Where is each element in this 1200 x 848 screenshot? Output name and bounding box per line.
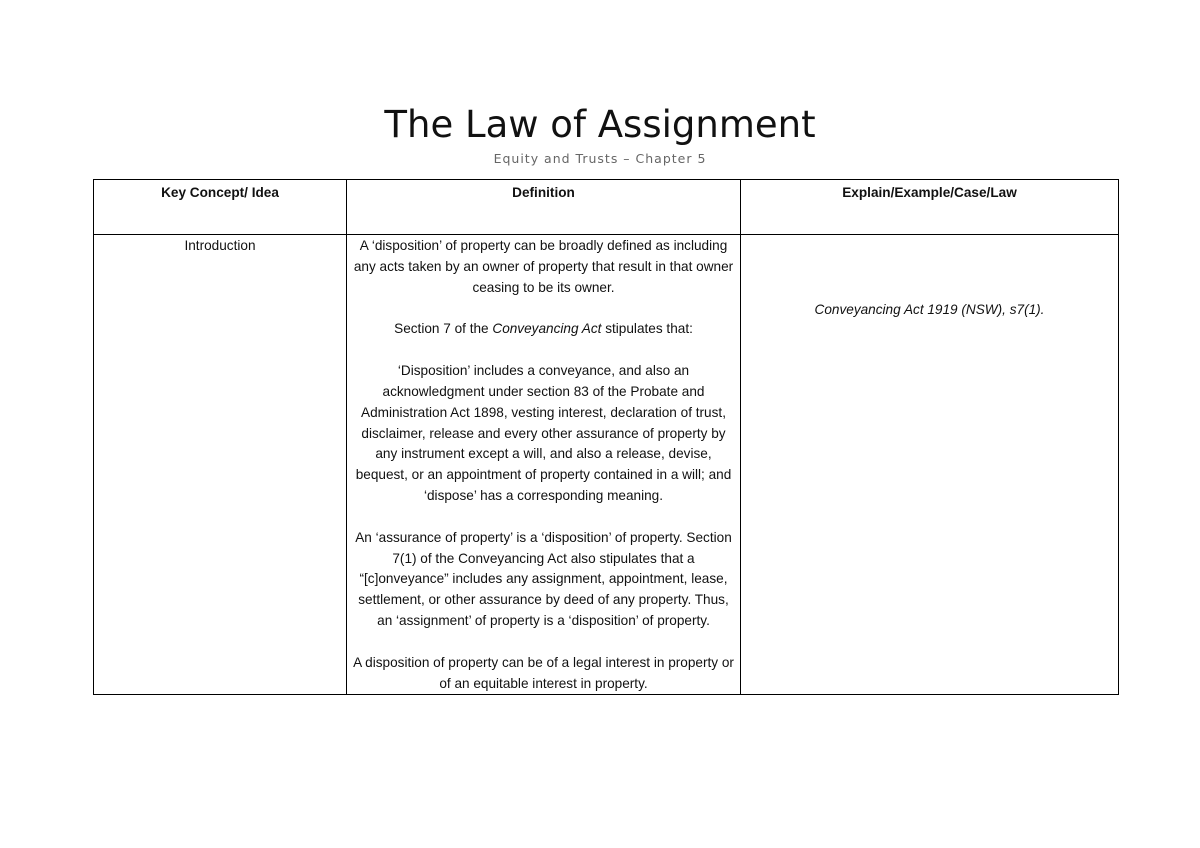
section-ref-text: Section 7 of the [394, 321, 493, 337]
definition-paragraph: An ‘assurance of property’ is a ‘disposition’ of property. Section 7(1) of the Conveyancing Act also stipulates that a “[c]onveyance” includes any assignment, appointment, lease, settlement, or other assurance by deed of any property. Thus, an ‘assignment’ of property is a ‘disposition’ of property. [355, 529, 732, 628]
definition-quote: ‘Disposition’ includes a conveyance, and also an acknowledgment under section 83 of the Probate and Administration Act 1898, vesting interest, declaration of trust, disclaimer, release and every other assurance of property by any instrument except a will, and also a release, devise, bequest, or an appointment of property contained in a will; and ‘dispose’ has a corresponding meaning. [355, 363, 732, 503]
act-name: Conveyancing Act [492, 321, 602, 337]
statute-reference: Conveyancing Act 1919 (NSW), s7(1). [814, 302, 1045, 317]
concept-label: Introduction [184, 238, 256, 253]
definition-paragraph: A disposition of property can be of a legal interest in property or of an equitable interest in property. [353, 654, 734, 691]
cell-concept [94, 235, 347, 695]
definition-paragraph: A ‘disposition’ of property can be broadly defined as including any acts taken by an owner of property that result in that owner ceasing to be its owner. [353, 238, 734, 295]
cell-explain [741, 235, 1119, 695]
header-explain: Explain/Example/Case/Law [741, 180, 1119, 235]
header-key-concept: Key Concept/ Idea [94, 180, 347, 235]
table-header-row [94, 180, 1119, 235]
concept-table [93, 179, 1119, 695]
definition-paragraph [352, 319, 735, 340]
document-subtitle: Equity and Trusts – Chapter 5 [493, 151, 707, 166]
cell-definition [347, 235, 741, 695]
header-definition: Definition [347, 180, 741, 235]
section-ref-suffix: stipulates that: [601, 321, 693, 337]
document-title: The Law of Assignment [384, 103, 816, 146]
table-row [94, 235, 1119, 695]
